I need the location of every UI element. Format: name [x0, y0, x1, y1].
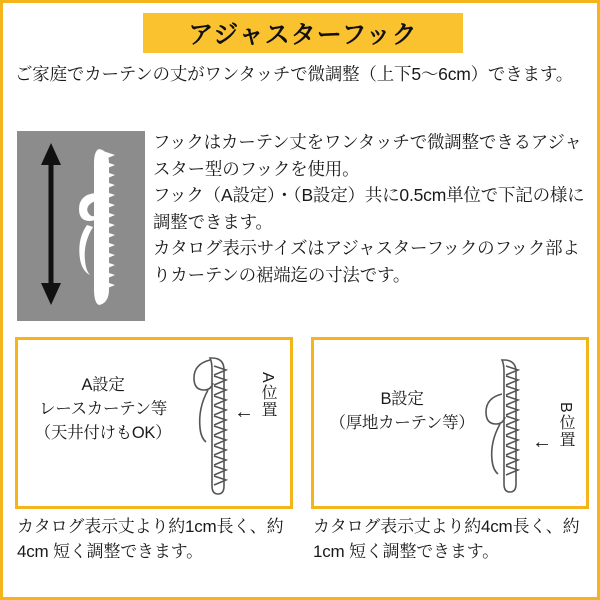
description-line-3: カタログ表示サイズはアジャスターフックのフック部よりカーテンの裾端迄の寸法です。: [153, 238, 580, 285]
setting-a-position-label: A位置: [259, 372, 276, 418]
setting-b-arrow-icon: ←: [532, 431, 552, 453]
page-title: アジャスターフック: [188, 21, 418, 49]
setting-b-hook-illustration: [474, 354, 544, 501]
adjuster-hook-photo: [17, 131, 145, 321]
setting-a-arrow-icon: ←: [234, 401, 254, 423]
description-block: [153, 129, 593, 289]
setting-b-label: [322, 388, 482, 436]
setting-b-note: カタログ表示丈より約4cm長く、約1cm 短く調整できます。: [313, 517, 580, 561]
setting-a-hook-illustration: [186, 350, 246, 503]
lead-paragraph: ご家庭でカーテンの丈がワンタッチで微調整（上下5〜6cm）できます。: [15, 64, 574, 84]
setting-b-label-line2: （厚地カーテン等）: [329, 413, 475, 432]
setting-panel-b: [311, 337, 589, 509]
setting-panel-a: [15, 337, 293, 509]
setting-b-position-label: B位置: [557, 402, 574, 448]
setting-b-label-line1: B設定: [380, 390, 424, 408]
setting-a-label-line2: レースカーテン等: [39, 399, 167, 418]
title-row: [3, 11, 600, 55]
setting-a-label-line1: A設定: [81, 376, 125, 394]
title-box: [143, 13, 463, 53]
description-line-2: フック（A設定）・（B設定）共に0.5cm単位で下記の様に調整できます。: [153, 185, 585, 232]
setting-a-label: [24, 374, 182, 446]
description-line-1: フックはカーテン丈をワンタッチで微調整できるアジャスター型のフックを使用。: [153, 132, 582, 179]
hook-photo-illustration: [17, 131, 145, 321]
setting-a-label-line3: （天井付けもOK）: [34, 423, 172, 442]
setting-a-note: カタログ表示丈より約1cm長く、約4cm 短く調整できます。: [17, 517, 284, 561]
